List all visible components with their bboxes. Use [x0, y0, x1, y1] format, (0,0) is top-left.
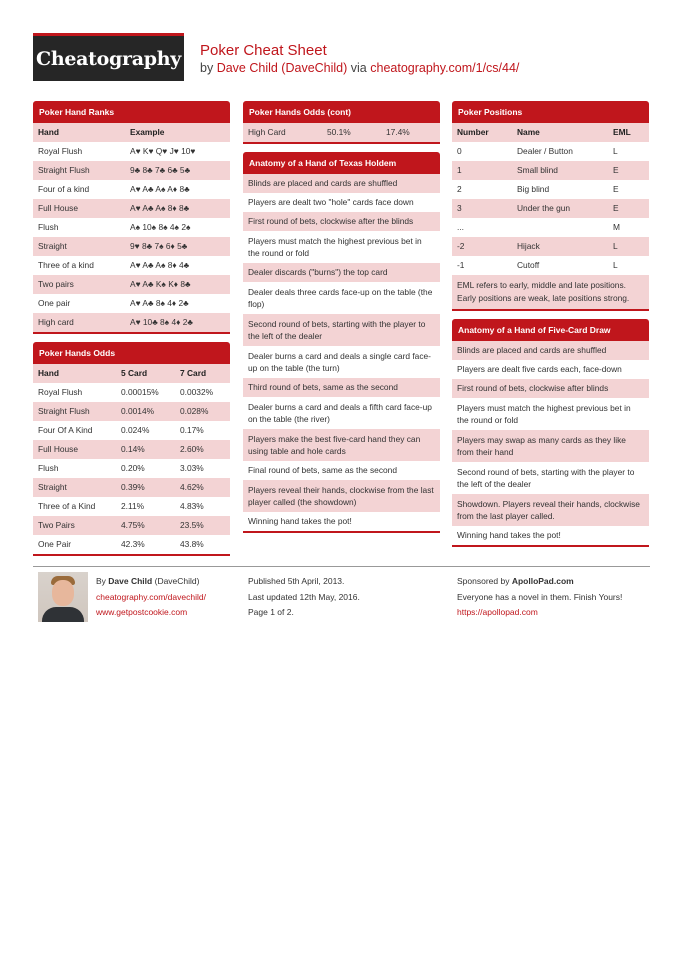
hand-name: One pair — [38, 298, 71, 308]
odds-7-card: 17.4% — [386, 127, 410, 137]
step-text: Third round of bets, same as the second — [248, 382, 398, 392]
table-row — [33, 180, 230, 199]
list-item — [243, 174, 440, 193]
hand-example: A♥ A♣ K♠ K♦ 8♣ — [130, 279, 191, 289]
hand-name: Two pairs — [38, 279, 74, 289]
sponsor-tagline: Everyone has a novel in them. Finish Yours! — [457, 591, 623, 602]
author-line — [96, 574, 206, 590]
table-row — [452, 142, 649, 161]
step-text: Players make the best five-card hand they can using table and hole cards — [248, 434, 421, 456]
positions-header-row — [452, 123, 649, 142]
odds-5-card: 4.75% — [121, 520, 145, 530]
hand-name: Straight — [38, 482, 67, 492]
odds-5-card: 0.14% — [121, 444, 145, 454]
holdem-box — [243, 152, 440, 533]
step-text: Players are dealt two "hole" cards face down — [248, 197, 414, 207]
hand-ranks-box — [33, 101, 230, 334]
hand-name: High card — [38, 317, 74, 327]
step-text: Dealer discards ("burns") the top card — [248, 267, 388, 277]
table-row — [33, 237, 230, 256]
odds-5-card: 2.11% — [121, 501, 145, 511]
step-text: First round of bets, clockwise after the blinds — [248, 216, 414, 226]
table-row — [33, 294, 230, 313]
odds-5-card: 42.3% — [121, 539, 145, 549]
hand-name: Three of a kind — [38, 260, 94, 270]
list-item — [452, 526, 649, 545]
page-number: Page 1 of 2. — [248, 607, 294, 617]
positions-title: Poker Positions — [452, 101, 649, 123]
position-number: 2 — [457, 184, 462, 194]
hand-name: Straight — [38, 241, 67, 251]
table-row — [452, 218, 649, 237]
position-eml: E — [613, 203, 619, 213]
hand-example: 9♥ 8♣ 7♠ 6♦ 5♣ — [130, 241, 188, 251]
hand-name: Full House — [38, 444, 79, 454]
odds-7-card: 0.0032% — [180, 387, 214, 397]
header-cell: 5 Card — [121, 368, 148, 378]
column-3 — [452, 101, 649, 555]
hand-ranks-header-row — [33, 123, 230, 142]
hand-odds-title: Poker Hands Odds — [33, 342, 230, 364]
table-row — [33, 440, 230, 459]
table-row — [33, 497, 230, 516]
odds-7-card: 0.028% — [180, 406, 209, 416]
step-text: Players must match the highest previous bet in the round or fold — [457, 403, 631, 425]
odds-5-card: 0.39% — [121, 482, 145, 492]
position-eml: E — [613, 165, 619, 175]
hand-example: A♥ K♥ Q♥ J♥ 10♥ — [130, 146, 196, 156]
position-eml: L — [613, 241, 618, 251]
odds-7-card: 0.17% — [180, 425, 204, 435]
odds-7-card: 4.83% — [180, 501, 204, 511]
hand-example: 9♣ 8♣ 7♣ 6♣ 5♣ — [130, 165, 191, 175]
hand-example: A♥ A♣ 8♠ 4♦ 2♣ — [130, 298, 189, 308]
position-eml: L — [613, 260, 618, 270]
table-row — [33, 256, 230, 275]
list-item — [243, 461, 440, 480]
hand-name: Royal Flush — [38, 146, 83, 156]
odds-7-card: 43.8% — [180, 539, 204, 549]
holdem-title: Anatomy of a Hand of Texas Holdem — [243, 152, 440, 174]
positions-box — [452, 101, 649, 311]
table-row — [33, 459, 230, 478]
hand-name: Royal Flush — [38, 387, 83, 397]
table-row — [33, 199, 230, 218]
footer-sponsor — [457, 574, 622, 621]
footer-author — [96, 574, 206, 621]
hand-name: Straight Flush — [38, 165, 90, 175]
hand-name: Flush — [38, 222, 59, 232]
odds-5-card: 0.024% — [121, 425, 150, 435]
author-link[interactable]: Dave Child (DaveChild) — [216, 61, 348, 75]
table-row — [33, 516, 230, 535]
hand-example: A♥ A♣ A♠ 8♦ 8♣ — [130, 203, 190, 213]
odds-cont-box — [243, 101, 440, 144]
table-row — [33, 142, 230, 161]
step-text: Dealer deals three cards face-up on the table (the flop) — [248, 287, 433, 309]
odds-5-card: 0.20% — [121, 463, 145, 473]
table-row — [452, 180, 649, 199]
header-cell: 7 Card — [180, 368, 207, 378]
table-row — [452, 199, 649, 218]
fivecard-title: Anatomy of a Hand of Five-Card Draw — [452, 319, 649, 341]
table-row — [33, 383, 230, 402]
header-cell: EML — [613, 127, 631, 137]
table-row — [452, 237, 649, 256]
header-cell: Hand — [38, 368, 59, 378]
odds-7-card: 23.5% — [180, 520, 204, 530]
list-item — [243, 429, 440, 461]
step-text: Players must match the highest previous bet in the round or fold — [248, 236, 422, 258]
position-name: Small blind — [517, 165, 558, 175]
footer-by: By — [96, 576, 106, 586]
table-row — [33, 218, 230, 237]
table-row — [33, 535, 230, 554]
author-profile-link[interactable]: cheatography.com/davechild/ — [96, 591, 206, 602]
list-item — [452, 430, 649, 462]
list-item — [452, 398, 649, 430]
sheet-url-link[interactable]: cheatography.com/1/cs/44/ — [370, 61, 520, 75]
footer-dates — [248, 574, 360, 621]
step-text: Winning hand takes the pot! — [248, 516, 352, 526]
table-row — [452, 161, 649, 180]
header-cell: Example — [130, 127, 165, 137]
author-handle: (DaveChild) — [154, 576, 200, 586]
column-1 — [33, 101, 230, 564]
published-date: Published 5th April, 2013. — [248, 576, 345, 586]
hand-odds-header-row — [33, 364, 230, 383]
odds-7-card: 3.03% — [180, 463, 204, 473]
positions-note — [452, 275, 649, 309]
sponsor-name: ApolloPad.com — [511, 576, 574, 586]
table-row — [33, 402, 230, 421]
position-eml: M — [613, 222, 620, 232]
hand-example: A♥ A♣ A♠ A♦ 8♣ — [130, 184, 190, 194]
odds-cont-title: Poker Hands Odds (cont) — [243, 101, 440, 123]
step-text: Players may swap as many cards as they like from their hand — [457, 435, 626, 457]
table-row — [33, 478, 230, 497]
list-item — [243, 263, 440, 282]
step-text: Dealer burns a card and deals a single card face-up on the table (the turn) — [248, 351, 431, 373]
step-text: Blinds are placed and cards are shuffled — [457, 345, 607, 355]
list-item — [243, 231, 440, 263]
list-item — [243, 212, 440, 231]
logo-text: Cheatography — [36, 47, 181, 70]
odds-7-card: 2.60% — [180, 444, 204, 454]
list-item — [243, 314, 440, 346]
step-text: First round of bets, clockwise after blinds — [457, 383, 609, 393]
step-text: Second round of bets, starting with the player to the left of the dealer — [457, 467, 635, 489]
position-eml: L — [613, 146, 618, 156]
hand-name: Two Pairs — [38, 520, 75, 530]
list-item — [243, 346, 440, 378]
hand-name: Flush — [38, 463, 59, 473]
hand-example: A♠ 10♠ 8♠ 4♠ 2♠ — [130, 222, 191, 232]
list-item — [452, 462, 649, 494]
note-text: EML refers to early, middle and late positions. Early positions are weak, late positions strong. — [457, 280, 630, 303]
odds-5-card: 50.1% — [327, 127, 351, 137]
list-item — [243, 512, 440, 531]
position-number: 3 — [457, 203, 462, 213]
table-row — [33, 313, 230, 332]
position-number: -1 — [457, 260, 465, 270]
step-text: Players are dealt five cards each, face-down — [457, 364, 622, 374]
list-item — [452, 494, 649, 526]
byline-via: via — [350, 61, 367, 75]
author-avatar — [38, 572, 88, 622]
byline-by: by — [200, 61, 214, 75]
header-cell: Hand — [38, 127, 59, 137]
step-text: Players reveal their hands, clockwise from the last player called (the showdown) — [248, 485, 434, 507]
table-row — [33, 275, 230, 294]
hand-name: Four Of A Kind — [38, 425, 93, 435]
hand-ranks-title: Poker Hand Ranks — [33, 101, 230, 123]
position-number: 1 — [457, 165, 462, 175]
position-number: ... — [457, 222, 464, 232]
hand-name: Three of a Kind — [38, 501, 96, 511]
list-item — [243, 397, 440, 429]
author-site-link[interactable]: www.getpostcookie.com — [96, 607, 188, 617]
step-text: Final round of bets, same as the second — [248, 465, 397, 475]
position-eml: E — [613, 184, 619, 194]
table-row — [243, 123, 440, 142]
sponsor-link[interactable]: https://apollopad.com — [457, 607, 538, 617]
list-item — [452, 379, 649, 398]
footer — [33, 566, 650, 617]
position-number: 0 — [457, 146, 462, 156]
header-cell: Name — [517, 127, 540, 137]
position-name: Under the gun — [517, 203, 571, 213]
hand-name: Full House — [38, 203, 79, 213]
author-name: Dave Child — [108, 576, 153, 586]
step-text: Dealer burns a card and deals a fifth card face-up on the table (the river) — [248, 402, 432, 424]
step-text: Blinds are placed and cards are shuffled — [248, 178, 398, 188]
step-text: Showdown. Players reveal their hands, clockwise from the last player called. — [457, 499, 640, 521]
cheatography-logo[interactable] — [33, 33, 184, 81]
sponsor-line — [457, 574, 622, 590]
position-name: Hijack — [517, 241, 540, 251]
hand-name: High Card — [248, 127, 286, 137]
list-item — [452, 341, 649, 360]
odds-7-card: 4.62% — [180, 482, 204, 492]
header-cell: Number — [457, 127, 489, 137]
table-row — [452, 256, 649, 275]
hand-name: One Pair — [38, 539, 72, 549]
byline — [200, 61, 519, 75]
hand-name: Four of a kind — [38, 184, 90, 194]
step-text: Winning hand takes the pot! — [457, 530, 561, 540]
position-name: Dealer / Button — [517, 146, 573, 156]
position-name — [517, 218, 613, 237]
updated-date: Last updated 12th May, 2016. — [248, 591, 360, 602]
hand-name: Straight Flush — [38, 406, 90, 416]
sponsored-by: Sponsored by — [457, 576, 510, 586]
position-number: -2 — [457, 241, 465, 251]
step-text: Second round of bets, starting with the player to the left of the dealer — [248, 319, 426, 341]
odds-5-card: 0.0014% — [121, 406, 155, 416]
page-title: Poker Cheat Sheet — [200, 42, 327, 59]
table-row — [33, 161, 230, 180]
hand-odds-box — [33, 342, 230, 556]
column-2 — [243, 101, 440, 541]
position-name: Big blind — [517, 184, 550, 194]
hand-example: A♥ A♣ A♠ 8♦ 4♣ — [130, 260, 190, 270]
table-row — [33, 421, 230, 440]
list-item — [243, 378, 440, 397]
list-item — [452, 360, 649, 379]
odds-5-card: 0.00015% — [121, 387, 159, 397]
list-item — [243, 480, 440, 512]
list-item — [243, 193, 440, 212]
hand-example: A♥ 10♣ 8♠ 4♦ 2♣ — [130, 317, 193, 327]
list-item — [243, 282, 440, 314]
avatar-face — [52, 580, 74, 606]
position-name: Cutoff — [517, 260, 540, 270]
avatar-shirt — [42, 607, 84, 622]
fivecard-box — [452, 319, 649, 547]
